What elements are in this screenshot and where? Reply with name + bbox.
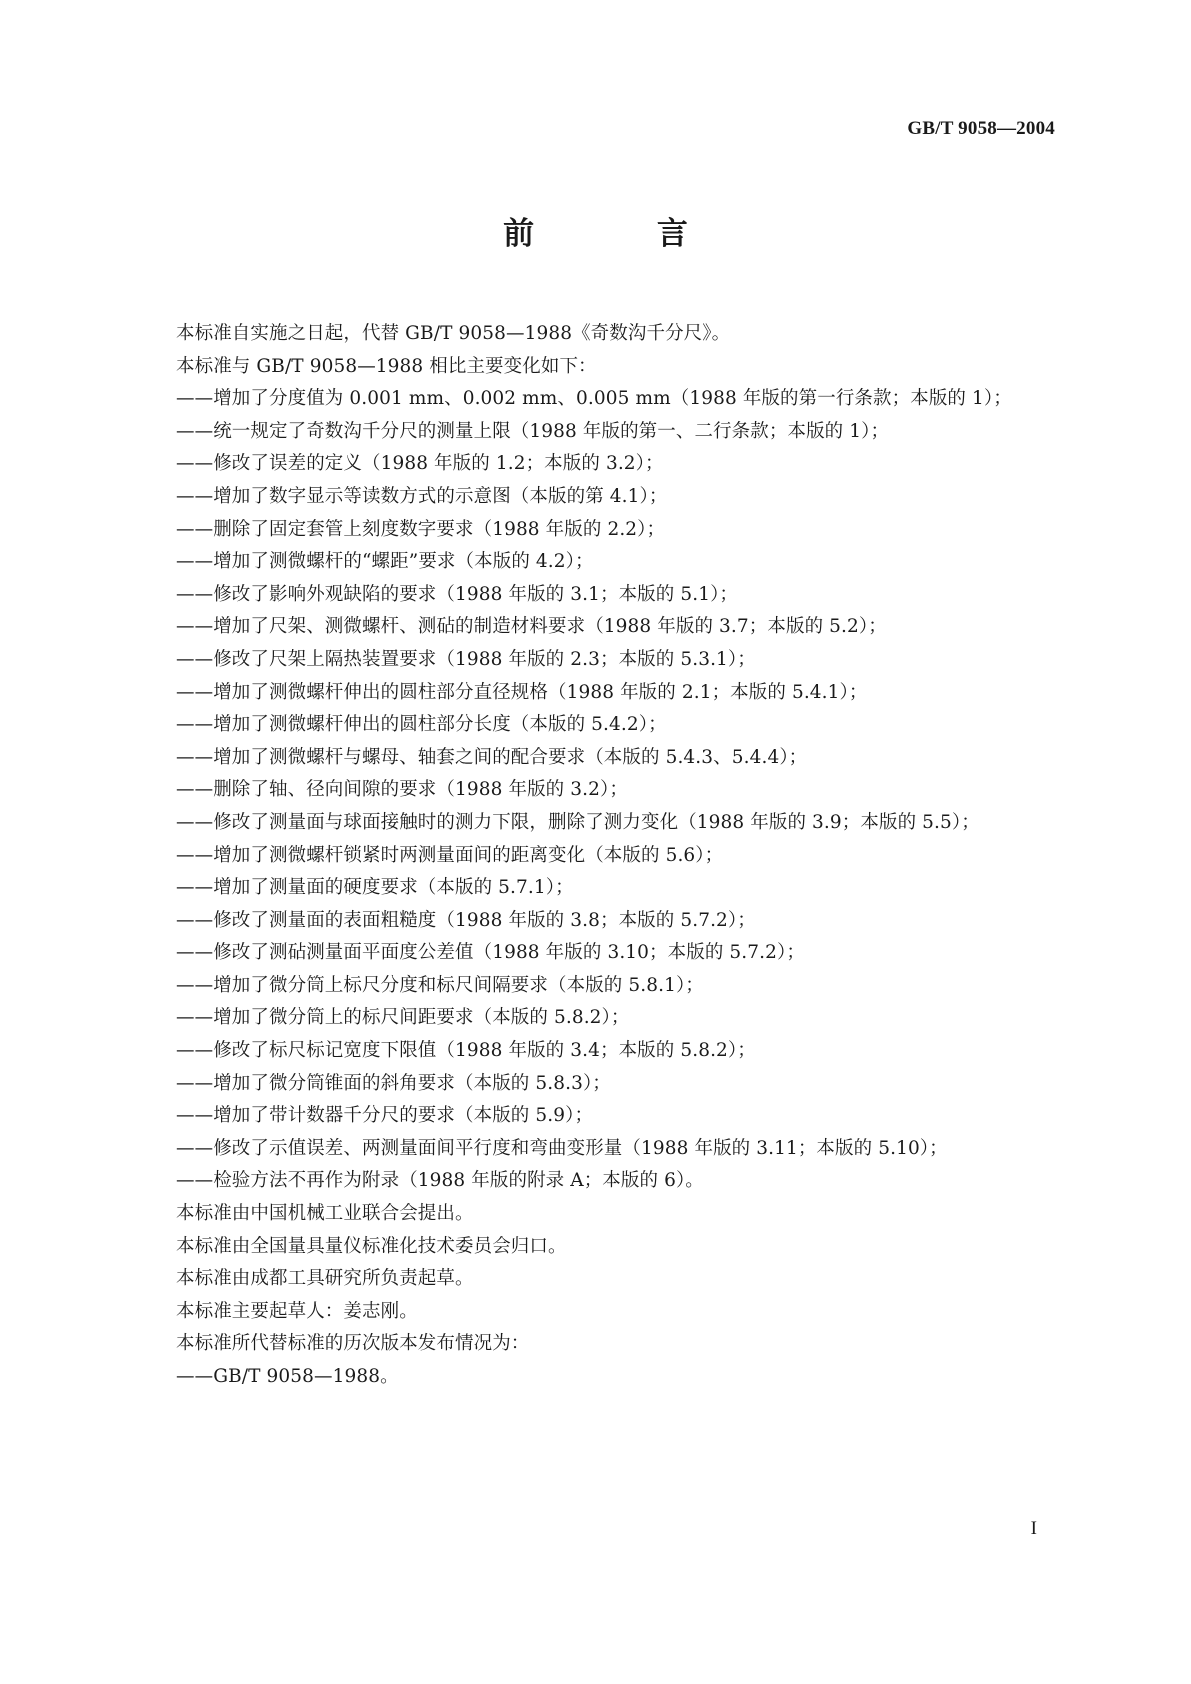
change-list-item: ——统一规定了奇数沟千分尺的测量上限（1988 年版的第一、二行条款；本版的 1）；: [176, 420, 890, 442]
page-title: 前 言: [503, 216, 744, 252]
paragraph: 本标准与 GB/T 9058—1988 相比主要变化如下：: [176, 355, 597, 377]
change-list-item: ——检验方法不再作为附录（1988 年版的附录 A；本版的 6）。: [176, 1170, 704, 1192]
paragraph: 本标准主要起草人：姜志刚。: [176, 1300, 418, 1322]
change-list-item: ——增加了带计数器千分尺的要求（本版的 5.9）；: [176, 1105, 594, 1127]
paragraph: 本标准自实施之日起，代替 GB/T 9058—1988《奇数沟千分尺》。: [176, 323, 731, 344]
change-list-item: ——GB/T 9058—1988。: [176, 1366, 399, 1387]
change-list-item: ——修改了示值误差、两测量面间平行度和弯曲变形量（1988 年版的 3.11；本版的 5.10）；: [176, 1137, 948, 1159]
paragraph: 本标准由全国量具量仪标准化技术委员会归口。: [176, 1235, 567, 1257]
change-list-item: ——增加了微分筒锥面的斜角要求（本版的 5.8.3）；: [176, 1072, 611, 1094]
change-list-item: ——增加了测微螺杆伸出的圆柱部分直径规格（1988 年版的 2.1；本版的 5.4.1）；: [176, 681, 868, 703]
page-number: I: [1030, 1518, 1037, 1539]
change-list-item: ——修改了标尺标记宽度下限值（1988 年版的 3.4；本版的 5.8.2）；: [176, 1040, 756, 1062]
change-list-item: ——增加了测微螺杆与螺母、轴套之间的配合要求（本版的 5.4.3、5.4.4）；: [176, 746, 808, 768]
change-list-item: ——增加了测量面的硬度要求（本版的 5.7.1）；: [176, 877, 574, 899]
standard-number: GB/T 9058—2004: [907, 118, 1055, 139]
change-list-item: ——修改了尺架上隔热装置要求（1988 年版的 2.3；本版的 5.3.1）；: [176, 648, 756, 670]
foreword-body: [176, 318, 1076, 1394]
change-list-item: ——修改了影响外观缺陷的要求（1988 年版的 3.1；本版的 5.1）；: [176, 583, 739, 605]
paragraph: 本标准由中国机械工业联合会提出。: [176, 1203, 474, 1225]
change-list-item: ——增加了测微螺杆的“螺距”要求（本版的 4.2）；: [176, 551, 594, 573]
change-list-item: ——增加了测微螺杆伸出的圆柱部分长度（本版的 5.4.2）；: [176, 714, 667, 736]
change-list-item: ——增加了尺架、测微螺杆、测砧的制造材料要求（1988 年版的 3.7；本版的 5.2）；: [176, 616, 887, 638]
change-list-item: ——修改了测量面的表面粗糙度（1988 年版的 3.8；本版的 5.7.2）；: [176, 909, 756, 931]
change-list-item: ——修改了测砧测量面平面度公差值（1988 年版的 3.10；本版的 5.7.2）；: [176, 942, 805, 964]
change-list-item: ——修改了测量面与球面接触时的测力下限，删除了测力变化（1988 年版的 3.9；本版的 5.5）；: [176, 811, 980, 833]
change-list-item: ——增加了微分筒上的标尺间距要求（本版的 5.8.2）；: [176, 1007, 630, 1029]
paragraph: 本标准由成都工具研究所负责起草。: [176, 1268, 474, 1290]
change-list-item: ——删除了固定套管上刻度数字要求（1988 年版的 2.2）；: [176, 518, 666, 540]
change-list-item: ——增加了测微螺杆锁紧时两测量面间的距离变化（本版的 5.6）；: [176, 844, 724, 866]
change-list-item: ——增加了分度值为 0.001 mm、0.002 mm、0.005 mm（1988 年版的第一行条款；本版的 1）；: [176, 388, 1012, 410]
change-list-item: ——修改了误差的定义（1988 年版的 1.2；本版的 3.2）；: [176, 453, 664, 475]
paragraph: 本标准所代替标准的历次版本发布情况为：: [176, 1333, 530, 1355]
change-list-item: ——删除了轴、径向间隙的要求（1988 年版的 3.2）；: [176, 779, 628, 801]
change-list-item: ——增加了数字显示等读数方式的示意图（本版的第 4.1）；: [176, 485, 668, 507]
change-list-item: ——增加了微分筒上标尺分度和标尺间隔要求（本版的 5.8.1）；: [176, 974, 704, 996]
